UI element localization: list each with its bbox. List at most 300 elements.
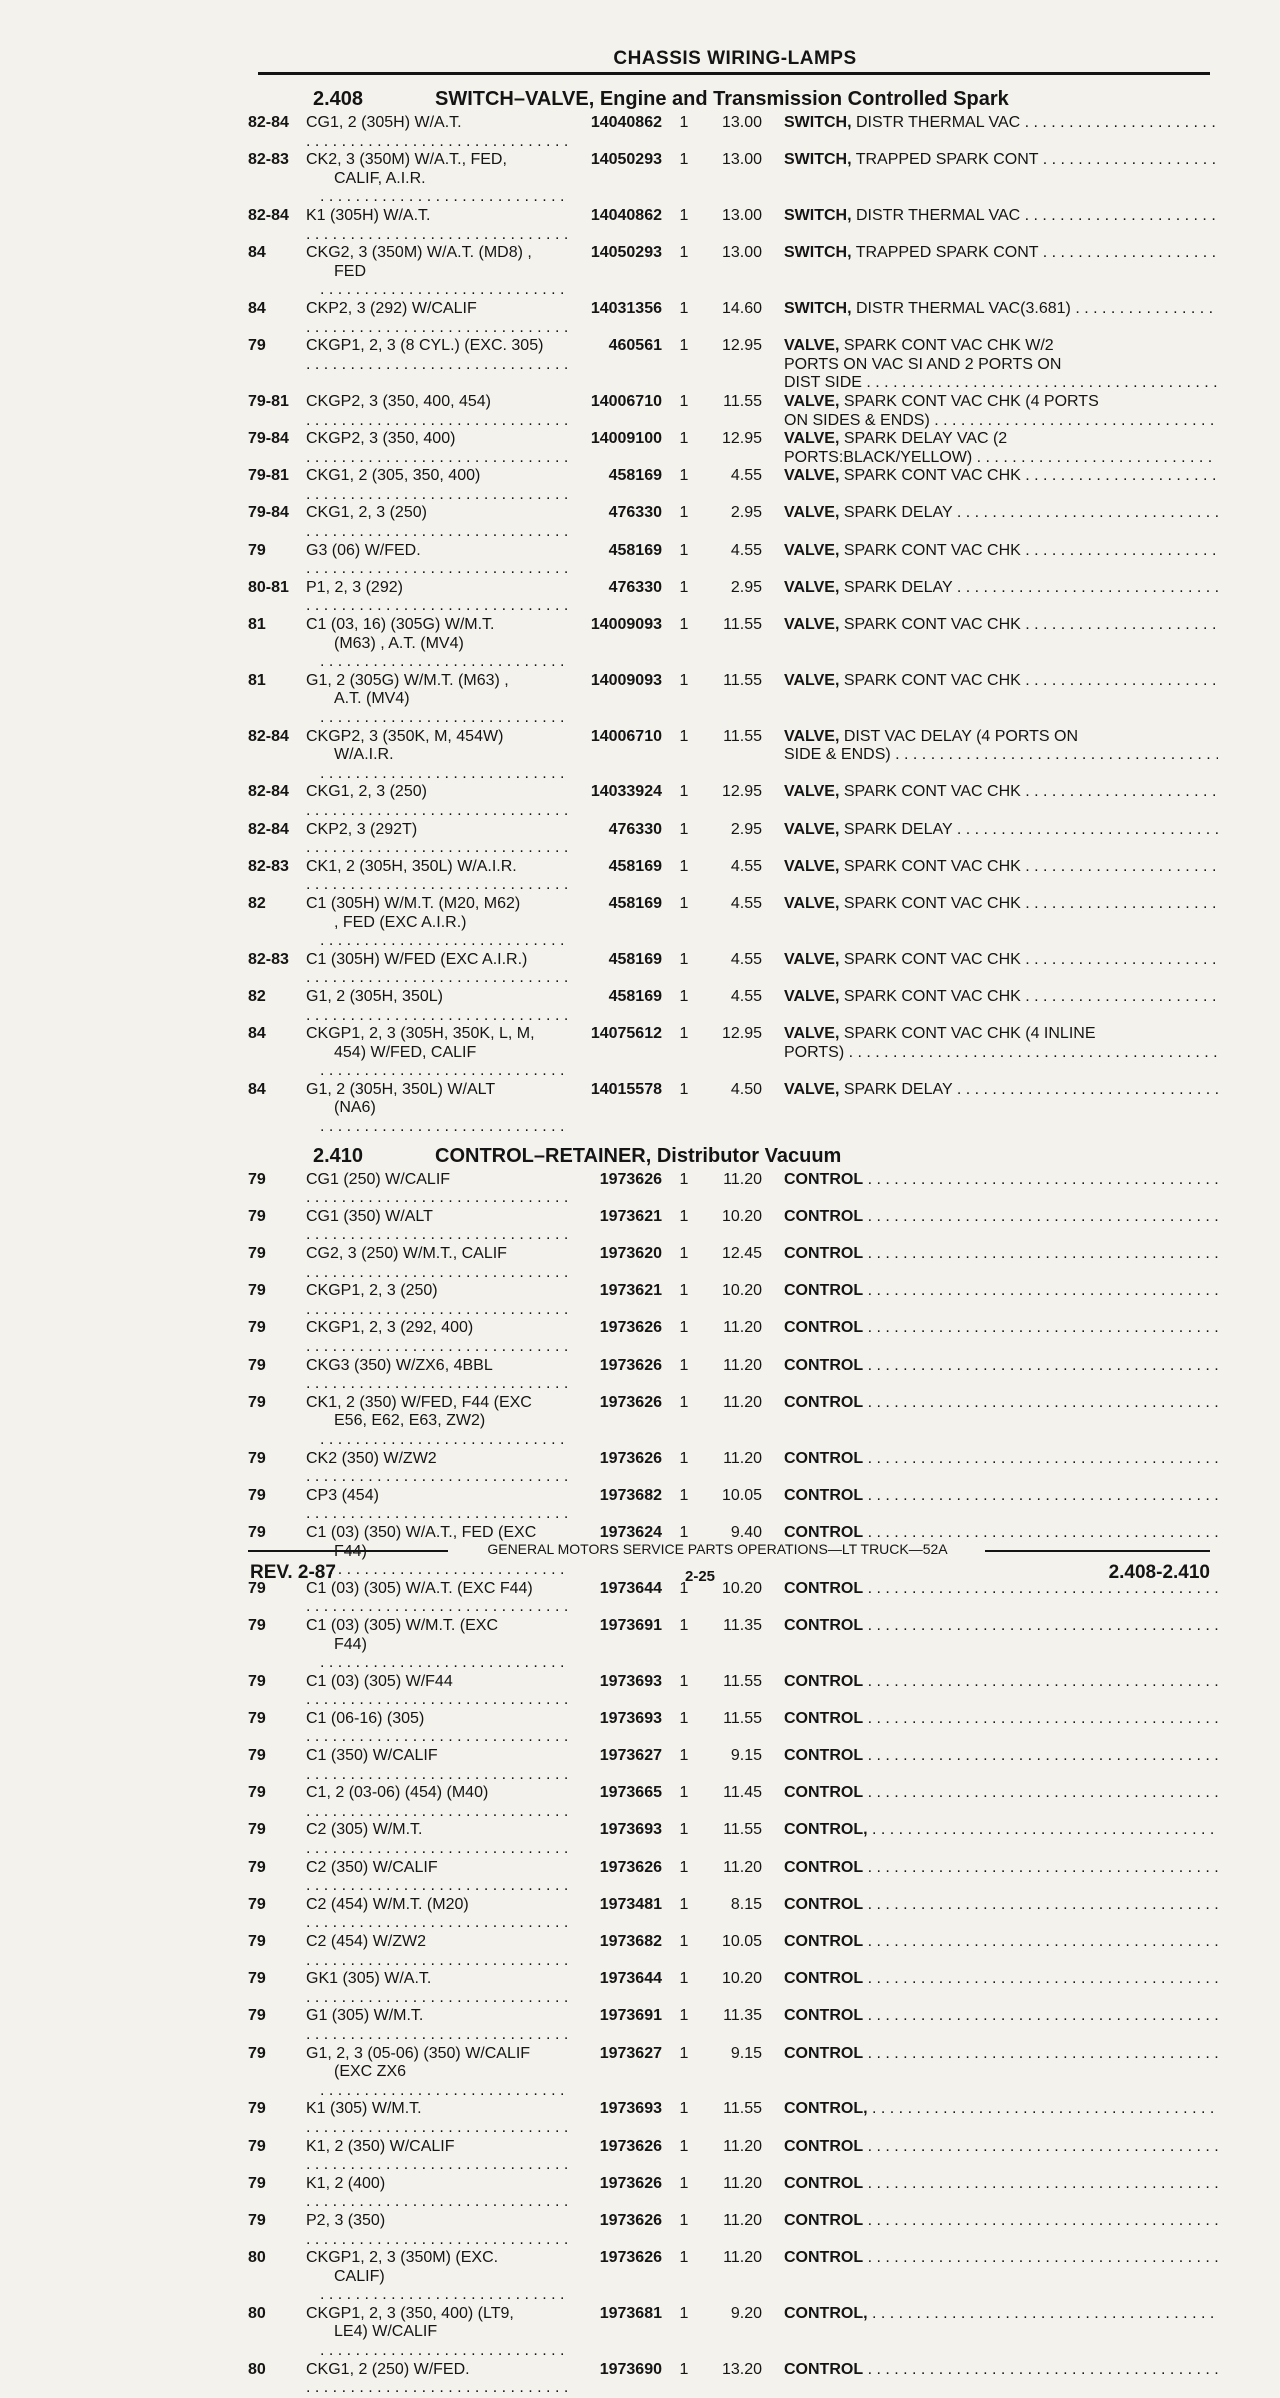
application <box>306 337 568 374</box>
application-line: K1, 2 (350) W/CALIF <box>306 2137 455 2155</box>
description-line <box>784 1617 1218 1636</box>
application-leader <box>306 207 568 244</box>
price: 11.55 <box>723 1672 762 1690</box>
description-line <box>784 2361 1218 2380</box>
price: 9.15 <box>730 2044 762 2062</box>
part-row <box>248 1025 1218 1081</box>
description-line <box>784 1933 1218 1952</box>
application-leader <box>306 2268 568 2305</box>
application-line: (NA6) <box>334 1099 376 1117</box>
part-number: 1973626 <box>599 2249 662 2267</box>
model-years: 79-81 <box>248 392 289 410</box>
description <box>762 244 1218 263</box>
description-line <box>784 1673 1218 1692</box>
application <box>306 1859 568 1896</box>
description-text: SPARK CONT VAC CHK <box>843 541 1021 559</box>
application-leader <box>306 1710 568 1747</box>
model-years: 84 <box>248 299 266 317</box>
model-years: 79 <box>248 2174 266 2192</box>
part-number: 1973626 <box>599 1393 662 1411</box>
description <box>762 2175 1218 2194</box>
description-text: PORTS ON VAC SI AND 2 PORTS ON <box>784 355 1062 373</box>
description-line <box>784 728 1218 747</box>
part-number: 1973693 <box>599 1821 662 1839</box>
application <box>306 2361 568 2398</box>
description-line <box>784 1747 1218 1766</box>
quantity: 1 <box>679 206 689 224</box>
application-line: E56, E62, E63, ZW2) <box>334 1412 486 1430</box>
price: 2.95 <box>730 504 762 522</box>
model-years: 79 <box>248 2044 266 2062</box>
model-years: 79 <box>248 1207 266 1225</box>
model-years: 82-84 <box>248 783 289 801</box>
application <box>306 616 568 672</box>
description-text: DISTR THERMAL VAC <box>856 206 1021 224</box>
price: 13.00 <box>721 151 762 169</box>
part-number: 476330 <box>608 578 662 596</box>
quantity: 1 <box>679 1858 689 1876</box>
application-line: (EXC ZX6 <box>334 2063 407 2081</box>
part-row <box>248 151 1218 207</box>
application-line: C1 (03) (305) W/M.T. (EXC <box>306 1616 499 1634</box>
part-row <box>248 1208 1218 1245</box>
price: 4.55 <box>730 894 762 912</box>
price: 10.20 <box>721 1282 762 1300</box>
description <box>762 1171 1218 1190</box>
section-range: 2.408-2.410 <box>1108 1562 1210 1583</box>
part-number: 14009100 <box>590 430 662 448</box>
price: 11.35 <box>723 2007 762 2025</box>
part-number: 1973682 <box>599 1933 662 1950</box>
part-row <box>248 821 1218 858</box>
part-row <box>248 1710 1218 1747</box>
part-number: 1973691 <box>599 1616 662 1634</box>
description <box>762 672 1218 691</box>
price: 8.15 <box>730 1895 762 1913</box>
description-line <box>784 672 1218 691</box>
description <box>762 1859 1218 1878</box>
price: 11.45 <box>723 1784 762 1802</box>
description-noun: CONTROL <box>784 1449 864 1467</box>
model-years: 82-84 <box>248 820 289 838</box>
quantity: 1 <box>679 392 689 410</box>
quantity: 1 <box>679 430 689 448</box>
description-noun: CONTROL <box>784 1672 864 1690</box>
part-row <box>248 542 1218 579</box>
application <box>306 951 568 988</box>
application-line: CKGP2, 3 (350K, M, 454W) <box>306 727 504 745</box>
description-line <box>784 2007 1218 2026</box>
description-text: TRAPPED SPARK CONT <box>855 244 1039 262</box>
description <box>762 1970 1218 1989</box>
description <box>762 2305 1218 2324</box>
part-number: 14006710 <box>590 727 662 745</box>
description-noun: VALVE, <box>784 727 840 745</box>
part-row <box>248 672 1218 728</box>
description-line <box>784 951 1218 970</box>
quantity: 1 <box>679 2044 689 2062</box>
description-noun: CONTROL <box>784 1858 864 1876</box>
description <box>762 393 1218 430</box>
description-noun: VALVE, <box>784 1080 840 1098</box>
model-years: 80 <box>248 2304 266 2322</box>
description-line <box>784 449 1218 468</box>
quantity: 1 <box>679 727 689 745</box>
application-leader <box>306 170 568 207</box>
description <box>762 542 1218 561</box>
description <box>762 300 1218 319</box>
description-line <box>784 2305 1218 2324</box>
page-title: CHASSIS WIRING-LAMPS <box>613 48 857 69</box>
price: 10.20 <box>721 1579 762 1597</box>
part-row <box>248 951 1218 988</box>
quantity: 1 <box>679 1579 689 1597</box>
application-line: CP3 (454) <box>306 1486 379 1504</box>
price: 11.20 <box>723 1858 762 1876</box>
description-noun: VALVE, <box>784 467 840 485</box>
description-noun: VALVE, <box>784 1025 840 1043</box>
quantity: 1 <box>679 1747 689 1765</box>
application-leader <box>306 1412 568 1449</box>
price: 11.20 <box>723 1170 762 1188</box>
footer-publisher: GENERAL MOTORS SERVICE PARTS OPERATIONS—LT TRUCK—52A <box>487 1541 948 1557</box>
model-years: 79 <box>248 337 266 355</box>
description-line <box>784 1710 1218 1729</box>
application-line: C1 (305H) W/M.T. (M20, M62) <box>306 894 521 912</box>
price: 9.20 <box>730 2304 762 2322</box>
application-leader <box>306 858 568 895</box>
quantity: 1 <box>679 1672 689 1690</box>
application-leader <box>306 579 568 616</box>
part-row <box>248 2305 1218 2361</box>
description-noun: SWITCH, <box>784 299 852 317</box>
part-number: 1973481 <box>599 1895 662 1913</box>
application-line: CKG3 (350) W/ZX6, 4BBL <box>306 1356 493 1374</box>
application-leader <box>306 1636 568 1673</box>
part-row <box>248 393 1218 430</box>
model-years: 79 <box>248 1970 266 1988</box>
description-line <box>784 2100 1218 2119</box>
part-number: 1973620 <box>599 1245 662 1263</box>
part-number: 1973644 <box>599 1970 662 1988</box>
description-text: SPARK CONT VAC CHK (4 PORTS <box>843 392 1099 410</box>
description <box>762 504 1218 523</box>
part-row <box>248 616 1218 672</box>
part-number: 1973627 <box>599 1747 662 1765</box>
description-line <box>784 2175 1218 2194</box>
description-text: PORTS) <box>784 1043 845 1061</box>
part-row <box>248 1319 1218 1356</box>
description-line <box>784 393 1218 412</box>
section-header <box>248 80 1218 114</box>
application-line: G3 (06) W/FED. <box>306 541 421 559</box>
application-line: K1 (305H) W/A.T. <box>306 206 431 224</box>
part-number: 460561 <box>608 337 662 355</box>
description-noun: VALVE, <box>784 857 840 875</box>
description-line <box>784 579 1218 598</box>
description-noun: VALVE, <box>784 504 840 522</box>
application-line: C1 (03) (350) W/A.T., FED (EXC <box>306 1523 537 1541</box>
description <box>762 1487 1218 1506</box>
application <box>306 300 568 337</box>
description-line <box>784 356 1218 375</box>
application-leader <box>306 1245 568 1282</box>
application-line: C2 (454) W/ZW2 <box>306 1933 427 1950</box>
description-line <box>784 300 1218 319</box>
model-years: 82 <box>248 894 266 912</box>
model-years: 80 <box>248 2360 266 2378</box>
application-line: CKG2, 3 (350M) W/A.T. (MD8) , <box>306 244 532 262</box>
application-line: C2 (305) W/M.T. <box>306 1821 423 1839</box>
application <box>306 430 568 467</box>
part-number: 1973682 <box>599 1486 662 1504</box>
description-text: ON SIDES & ENDS) <box>784 411 930 429</box>
description <box>762 895 1218 914</box>
description <box>762 1025 1218 1062</box>
description-text: SPARK CONT VAC CHK <box>843 467 1021 485</box>
application <box>306 1319 568 1356</box>
application-line: CK1, 2 (350) W/FED, F44 (EXC <box>306 1393 532 1411</box>
section-number: 2.410 <box>313 1144 364 1167</box>
quantity: 1 <box>679 2249 689 2267</box>
application-line: G1 (305) W/M.T. <box>306 2007 424 2025</box>
application-line: C1 (03, 16) (305G) W/M.T. <box>306 616 495 634</box>
part-number: 1973681 <box>599 2304 662 2322</box>
application <box>306 1617 568 1673</box>
application-leader <box>306 2175 568 2212</box>
description-line <box>784 2138 1218 2157</box>
model-years: 79 <box>248 1895 266 1913</box>
description-noun: SWITCH, <box>784 244 852 262</box>
description-line <box>784 1450 1218 1469</box>
part-row <box>248 579 1218 616</box>
model-years: 79 <box>248 1579 266 1597</box>
description <box>762 858 1218 877</box>
price: 11.55 <box>723 2100 762 2118</box>
description-line <box>784 1821 1218 1840</box>
description-noun: CONTROL <box>784 2007 864 2025</box>
application-line: K1, 2 (400) <box>306 2174 386 2192</box>
application-line: CKGP1, 2, 3 (250) <box>306 1282 438 1300</box>
price: 2.95 <box>730 578 762 596</box>
description-noun: VALVE, <box>784 541 840 559</box>
part-number: 1973626 <box>599 1170 662 1188</box>
application-leader <box>306 1099 568 1136</box>
model-years: 80 <box>248 2249 266 2267</box>
description <box>762 1821 1218 1840</box>
description-line <box>784 1896 1218 1915</box>
description-line <box>784 821 1218 840</box>
description-line <box>784 151 1218 170</box>
quantity: 1 <box>679 1970 689 1988</box>
quantity: 1 <box>679 1821 689 1839</box>
model-years: 82-83 <box>248 950 289 968</box>
part-number: 1973621 <box>599 1207 662 1225</box>
price: 11.20 <box>723 2249 762 2267</box>
part-number: 1973627 <box>599 2044 662 2062</box>
application-leader <box>306 393 568 430</box>
application <box>306 1357 568 1394</box>
part-number: 14015578 <box>590 1080 662 1098</box>
application-line: C1 (350) W/CALIF <box>306 1747 438 1765</box>
part-number: 14009093 <box>590 616 662 634</box>
application-leader <box>306 2007 568 2044</box>
section-header <box>248 1137 1218 1171</box>
description-noun: VALVE, <box>784 894 840 912</box>
application-leader <box>306 2138 568 2175</box>
description-line <box>784 1025 1218 1044</box>
application-leader <box>306 1970 568 2007</box>
quantity: 1 <box>679 1170 689 1188</box>
description-text: PORTS:BLACK/YELLOW) <box>784 448 973 466</box>
description-line <box>784 746 1218 765</box>
application <box>306 1394 568 1450</box>
application-leader <box>306 1487 568 1524</box>
part-number: 1973693 <box>599 1672 662 1690</box>
price: 13.00 <box>721 114 762 131</box>
application <box>306 1580 568 1617</box>
quantity: 1 <box>679 504 689 522</box>
description <box>762 728 1218 765</box>
description <box>762 337 1218 393</box>
quantity: 1 <box>679 987 689 1005</box>
part-row <box>248 2175 1218 2212</box>
revision-label: REV. 2-87 <box>250 1562 336 1583</box>
application-line: A.T. (MV4) <box>334 690 410 708</box>
application-line: F44) <box>334 1635 367 1653</box>
quantity: 1 <box>679 783 689 801</box>
description-line <box>784 1044 1218 1063</box>
application <box>306 2100 568 2137</box>
application-line: C1 (305H) W/FED (EXC A.I.R.) <box>306 950 528 968</box>
description-line <box>784 374 1218 393</box>
model-years: 79-84 <box>248 430 289 448</box>
part-number: 1973665 <box>599 1784 662 1802</box>
description-text: SPARK CONT VAC CHK <box>843 894 1021 912</box>
price: 11.55 <box>723 392 762 410</box>
description <box>762 1245 1218 1264</box>
description <box>762 2007 1218 2026</box>
price: 12.95 <box>721 430 762 448</box>
application-line: , FED (EXC A.I.R.) <box>334 913 467 931</box>
application <box>306 2305 568 2361</box>
description-noun: CONTROL <box>784 1579 864 1597</box>
description <box>762 988 1218 1007</box>
part-number: 458169 <box>608 950 662 968</box>
application-line: G1, 2 (305H, 350L) W/ALT <box>306 1080 496 1098</box>
description <box>762 1357 1218 1376</box>
model-years: 79 <box>248 1672 266 1690</box>
description-text: TRAPPED SPARK CONT <box>855 151 1039 169</box>
part-number: 1973626 <box>599 1356 662 1374</box>
description-text: SPARK DELAY <box>843 504 953 522</box>
part-number: 1973626 <box>599 2137 662 2155</box>
application-line: P1, 2, 3 (292) <box>306 578 403 596</box>
description <box>762 467 1218 486</box>
application-line: C1 (06-16) (305) <box>306 1709 425 1727</box>
description <box>762 783 1218 802</box>
description-line <box>784 1208 1218 1227</box>
price: 11.55 <box>723 1821 762 1839</box>
application-leader <box>306 2212 568 2249</box>
application <box>306 2212 568 2249</box>
part-row <box>248 1784 1218 1821</box>
description <box>762 951 1218 970</box>
application <box>306 1896 568 1933</box>
application <box>306 467 568 504</box>
application-line: K1 (305) W/M.T. <box>306 2100 422 2118</box>
description-line <box>784 988 1218 1007</box>
description-noun: CONTROL <box>784 1933 864 1950</box>
part-number: 14075612 <box>590 1025 662 1043</box>
quantity: 1 <box>679 616 689 634</box>
application-line: CK2, 3 (350M) W/A.T., FED, <box>306 151 507 169</box>
part-number: 1973693 <box>599 1709 662 1727</box>
description-noun: CONTROL <box>784 1170 864 1188</box>
part-row <box>248 1394 1218 1450</box>
application <box>306 1970 568 2007</box>
price: 11.20 <box>723 1319 762 1337</box>
part-row <box>248 1673 1218 1710</box>
price: 10.05 <box>721 1486 762 1504</box>
application-line: CKGP2, 3 (350, 400, 454) <box>306 392 491 410</box>
section-number: 2.408 <box>313 88 364 110</box>
description <box>762 1524 1218 1543</box>
part-row <box>248 337 1218 393</box>
application-line: CG1 (250) W/CALIF <box>306 1170 451 1188</box>
model-years: 82-84 <box>248 114 289 131</box>
application <box>306 2007 568 2044</box>
part-row <box>248 300 1218 337</box>
description <box>762 616 1218 635</box>
part-row <box>248 1970 1218 2007</box>
application <box>306 1450 568 1487</box>
quantity: 1 <box>679 1616 689 1634</box>
quantity: 1 <box>679 950 689 968</box>
application <box>306 244 568 300</box>
description-line <box>784 1970 1218 1989</box>
price: 9.15 <box>730 1747 762 1765</box>
description <box>762 1673 1218 1692</box>
quantity: 1 <box>679 857 689 875</box>
application-leader <box>306 1821 568 1858</box>
description-text: SPARK CONT VAC CHK W/2 <box>843 337 1054 355</box>
part-row <box>248 1859 1218 1896</box>
quantity: 1 <box>679 114 689 131</box>
application <box>306 1821 568 1858</box>
price: 11.20 <box>723 2137 762 2155</box>
part-row <box>248 858 1218 895</box>
application-leader <box>306 988 568 1025</box>
application <box>306 2138 568 2175</box>
description <box>762 1896 1218 1915</box>
description-line <box>784 1487 1218 1506</box>
quantity: 1 <box>679 1393 689 1411</box>
application <box>306 1784 568 1821</box>
part-row <box>248 430 1218 467</box>
description-line <box>784 504 1218 523</box>
part-row <box>248 1450 1218 1487</box>
part-row <box>248 1282 1218 1319</box>
model-years: 82-84 <box>248 727 289 745</box>
application <box>306 393 568 430</box>
application-leader <box>306 542 568 579</box>
price: 2.95 <box>730 820 762 838</box>
quantity: 1 <box>679 1784 689 1802</box>
model-years: 79 <box>248 1616 266 1634</box>
application-line: C1 (03) (305) W/F44 <box>306 1672 453 1690</box>
price: 10.20 <box>721 1970 762 1988</box>
